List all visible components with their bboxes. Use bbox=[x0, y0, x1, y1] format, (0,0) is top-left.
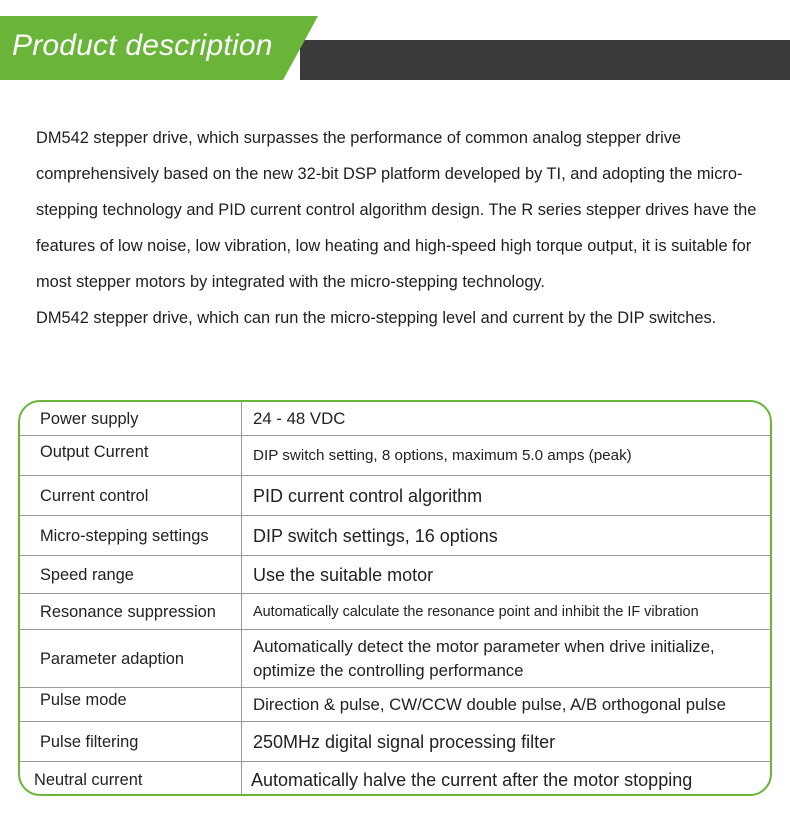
spec-label: Power supply bbox=[40, 409, 139, 428]
spec-label: Micro-stepping settings bbox=[40, 526, 209, 545]
banner-dark-bar bbox=[300, 40, 790, 80]
spec-value: Automatically halve the current after the motor stopping bbox=[251, 770, 693, 790]
spec-value: DIP switch setting, 8 options, maximum 5.0 amps (peak) bbox=[253, 447, 632, 464]
spec-row-pulse-filtering bbox=[20, 722, 770, 762]
description-paragraph-2: DM542 stepper drive, which can run the micro-stepping level and current by the DIP switches. bbox=[36, 309, 717, 327]
spec-label: Speed range bbox=[40, 565, 134, 584]
spec-value: Automatically detect the motor parameter when drive initialize, optimize the controlling performance bbox=[253, 637, 715, 680]
spec-table bbox=[18, 400, 772, 796]
spec-row-power-supply bbox=[20, 402, 770, 436]
spec-label: Parameter adaption bbox=[40, 649, 184, 668]
spec-row-current-control bbox=[20, 476, 770, 516]
spec-row-resonance bbox=[20, 594, 770, 630]
description-paragraph-1: DM542 stepper drive, which surpasses the performance of common analog stepper drive comprehensively based on the new 32-bit DSP platform developed by TI, and adopting the micro-stepping technology and PID current control algorithm design. The R series stepper drives have the features of low noise, low vibration, low heating and high-speed high torque output, it is suitable for most stepper motors by integrated with the micro-stepping technology. bbox=[36, 129, 757, 291]
spec-value: Direction & pulse, CW/CCW double pulse, A/B orthogonal pulse bbox=[253, 695, 726, 714]
spec-row-output-current bbox=[20, 436, 770, 476]
spec-label: Output Current bbox=[40, 443, 149, 461]
spec-value: Automatically calculate the resonance point and inhibit the IF vibration bbox=[253, 604, 699, 620]
spec-label: Pulse filtering bbox=[40, 732, 139, 751]
spec-row-pulse-mode bbox=[20, 688, 770, 722]
spec-value: DIP switch settings, 16 options bbox=[253, 526, 498, 546]
spec-value: 250MHz digital signal processing filter bbox=[253, 732, 556, 752]
spec-label: Resonance suppression bbox=[40, 602, 216, 621]
spec-label: Pulse mode bbox=[40, 691, 127, 709]
spec-value: PID current control algorithm bbox=[253, 486, 483, 506]
spec-label: Neutral current bbox=[34, 770, 143, 789]
product-description bbox=[36, 120, 790, 336]
page-title: Product description bbox=[12, 29, 273, 62]
spec-row-micro-stepping bbox=[20, 516, 770, 556]
spec-row-parameter-adaption bbox=[20, 630, 770, 688]
spec-value: Use the suitable motor bbox=[253, 565, 434, 585]
header-banner bbox=[0, 16, 790, 80]
spec-label: Current control bbox=[40, 486, 149, 505]
spec-row-neutral-current bbox=[20, 762, 770, 796]
spec-value: 24 - 48 VDC bbox=[253, 409, 346, 428]
spec-row-speed-range bbox=[20, 556, 770, 594]
